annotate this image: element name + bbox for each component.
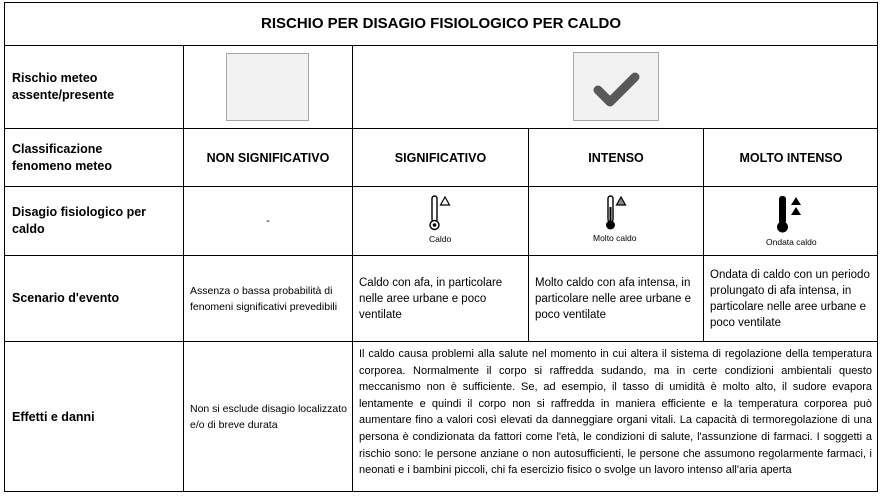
level-significativo: SIGNIFICATIVO [394,150,487,165]
row-label-effetti: Effetti e danni [12,409,95,424]
icon-label-ondata-caldo: Ondata caldo [766,237,817,247]
risk-absent-checkbox[interactable] [226,53,309,121]
check-icon [574,53,660,122]
table-title: RISCHIO PER DISAGIO FISIOLOGICO PER CALDO [260,15,622,32]
icon-label-caldo: Caldo [429,234,452,244]
icon-label-molto-caldo: Molto caldo [593,233,637,243]
scenario-intenso: Molto caldo con afa intensa, in particolare nelle aree urbane e poco ventilate [535,276,691,321]
scenario-molto-intenso: Ondata di caldo con un periodo prolungato di afa intensa, in particolare nelle aree urbane e poco ventilate [710,268,870,329]
row-label-rischio-meteo: Rischio meteo assente/presente [12,71,115,102]
disagio-none: - [266,215,270,227]
level-molto-intenso: MOLTO INTENSO [739,150,843,165]
level-intenso: INTENSO [588,150,644,165]
row-label-classificazione: Classificazione fenomeno meteo [12,141,113,173]
risk-present-checkbox[interactable] [573,52,659,121]
effetti-description: Il caldo causa problemi alla salute nel momento in cui altera il sistema di regolazione della temperatura corporea. Normalmente il corpo si raffredda sudando, ma in certe condizioni ambientali questo meccanismo non è sufficiente. Se, ad esempio, il tasso di umidità è molto alto, il sudore evapora lentamente e quindi il corpo non si raffredda in maniera efficiente e la temperatura corporea può aumentare fino a valori così elevati da danneggiare organi vitali. La capacità di termoregolazione di una persona è condizionata da fattori come l'età, le condizioni di salute, l'assunzione di farmaci. I soggetti a rischio sono: le persone anziane o non autosufficienti, le persone che assumono regolarmente farmaci, i neonati e i bambini piccoli, chi fa esercizio fisico o svolge un lavoro intenso all'aria aperta [359,348,872,477]
thermometer-caldo-icon [425,193,455,233]
scenario-non-significativo: Assenza o bassa probabilità di fenomeni significativi prevedibili [190,284,338,313]
effetti-non-significativo: Non si esclude disagio localizzato e/o di breve durata [190,403,348,431]
row-label-scenario: Scenario d'evento [12,291,120,305]
level-non-significativo: NON SIGNIFICATIVO [206,150,330,165]
row-label-disagio: Disagio fisiologico per caldo [12,205,147,236]
thermometer-ondata-caldo-icon [774,193,808,235]
thermometer-molto-caldo-icon [601,193,631,233]
scenario-significativo: Caldo con afa, in particolare nelle aree urbane e poco ventilate [359,276,503,321]
